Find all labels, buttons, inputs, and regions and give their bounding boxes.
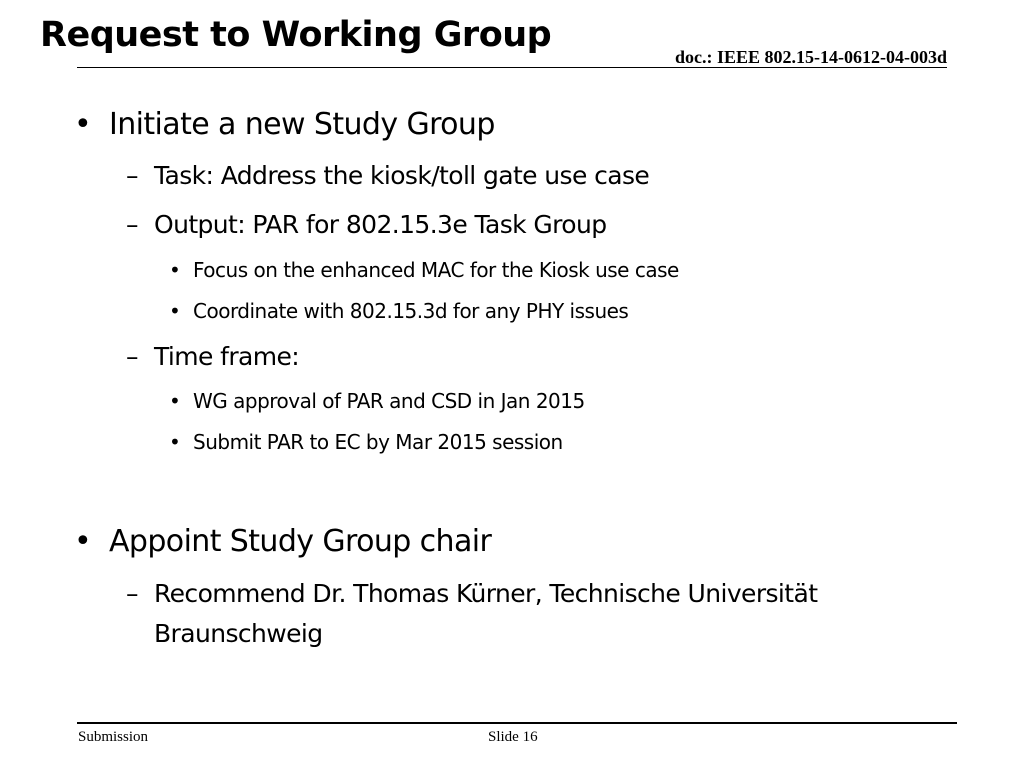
dash-marker: –	[126, 210, 138, 239]
header-divider	[77, 67, 947, 68]
item-wg-approval: WG approval of PAR and CSD in Jan 2015	[193, 389, 585, 413]
item-submit-par: Submit PAR to EC by Mar 2015 session	[193, 430, 563, 454]
dash-marker: –	[126, 161, 138, 190]
item-coordinate-phy: Coordinate with 802.15.3d for any PHY issues	[193, 299, 629, 323]
dash-marker: –	[126, 342, 138, 371]
bullet-marker: •	[169, 430, 181, 454]
footer-divider	[77, 722, 957, 724]
slide-title: Request to Working Group	[40, 15, 552, 55]
bullet-marker: •	[169, 299, 181, 323]
sub-bullet-task: Task: Address the kiosk/toll gate use case	[154, 161, 650, 190]
bullet-appoint-chair: Appoint Study Group chair	[109, 524, 492, 559]
sub-bullet-recommend-cont: Braunschweig	[154, 619, 323, 648]
item-focus-enhanced-mac: Focus on the enhanced MAC for the Kiosk use case	[193, 258, 679, 282]
dash-marker: –	[126, 579, 138, 608]
slide-number: Slide 16	[488, 729, 538, 745]
sub-bullet-output: Output: PAR for 802.15.3e Task Group	[154, 210, 607, 239]
bullet-marker: •	[74, 524, 92, 559]
footer-submission: Submission	[78, 729, 149, 745]
sub-bullet-recommend: Recommend Dr. Thomas Kürner, Technische Universität	[154, 579, 818, 608]
bullet-marker: •	[169, 258, 181, 282]
bullet-initiate-study-group: Initiate a new Study Group	[109, 107, 495, 142]
sub-bullet-time-frame: Time frame:	[154, 342, 300, 371]
document-id: doc.: IEEE 802.15-14-0612-04-003d	[674, 47, 947, 67]
bullet-marker: •	[74, 107, 92, 142]
bullet-marker: •	[169, 389, 181, 413]
